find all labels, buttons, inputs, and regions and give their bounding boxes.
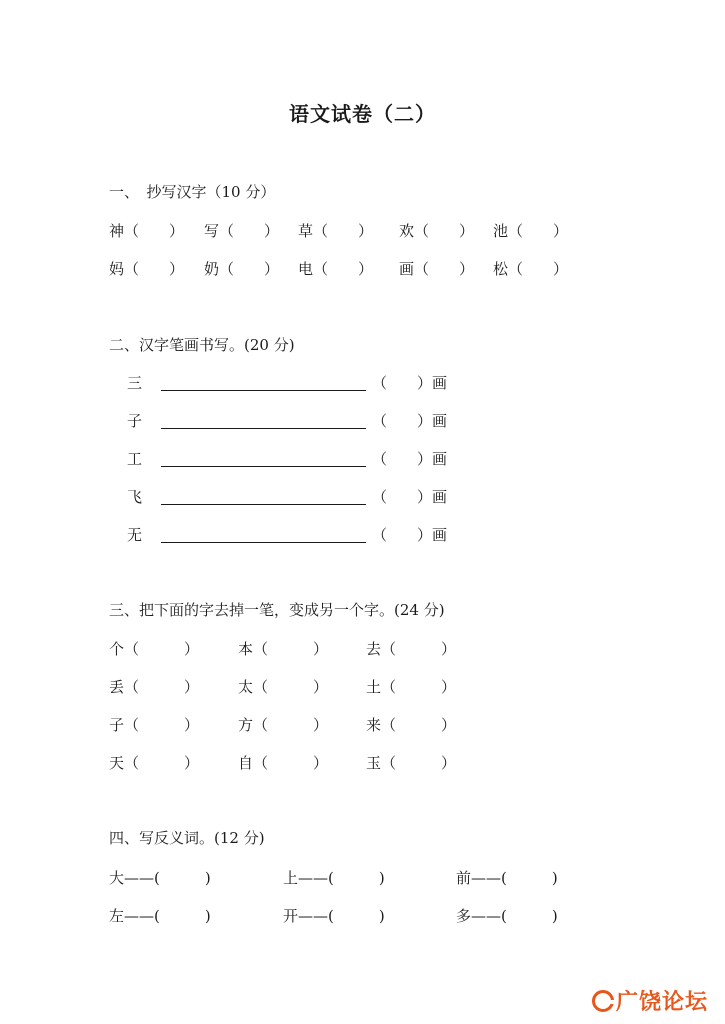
remove-stroke-item: 子（ ） [109,716,200,734]
answer-line [161,504,366,505]
watermark-text: 广饶论坛 [616,990,709,1015]
antonym-item: 前——( ) [456,869,558,887]
remove-stroke-item: 来（ ） [366,716,457,734]
stroke-count-blank: （ ）画 [372,488,448,506]
antonym-item: 上——( ) [283,869,385,887]
copy-item: 池（ ） [493,222,569,240]
stroke-char: 工 [127,450,143,468]
logo-g-icon [592,990,614,1012]
section-1-heading: 一、 抄写汉字（10 分） [109,183,276,201]
stroke-count-blank: （ ）画 [372,374,448,392]
stroke-count-blank: （ ）画 [372,526,448,544]
watermark-logo [592,985,708,1016]
page-title: 语文试卷（二） [289,102,436,126]
answer-line [161,390,366,391]
antonym-item: 大——( ) [109,869,211,887]
stroke-count-blank: （ ）画 [372,412,448,430]
stroke-char: 子 [127,412,143,430]
copy-item: 神（ ） [109,222,185,240]
stroke-char: 三 [127,374,143,392]
antonym-item: 左——( ) [109,907,211,925]
section-4-heading: 四、写反义词。(12 分) [109,829,265,847]
copy-item: 画（ ） [399,260,475,278]
remove-stroke-item: 太（ ） [238,678,329,696]
remove-stroke-item: 土（ ） [366,678,457,696]
copy-item: 奶（ ） [204,260,280,278]
copy-item: 草（ ） [298,222,374,240]
copy-item: 松（ ） [493,260,569,278]
answer-line [161,466,366,467]
remove-stroke-item: 方（ ） [238,716,329,734]
copy-item: 妈（ ） [109,260,185,278]
stroke-char: 无 [127,526,143,544]
remove-stroke-item: 天（ ） [109,754,200,772]
stroke-char: 飞 [127,488,143,506]
remove-stroke-item: 个（ ） [109,640,200,658]
answer-line [161,542,366,543]
remove-stroke-item: 丢（ ） [109,678,200,696]
remove-stroke-item: 本（ ） [238,640,329,658]
remove-stroke-item: 玉（ ） [366,754,457,772]
remove-stroke-item: 自（ ） [238,754,329,772]
remove-stroke-item: 去（ ） [366,640,457,658]
copy-item: 电（ ） [298,260,374,278]
antonym-item: 开——( ) [283,907,385,925]
antonym-item: 多——( ) [456,907,558,925]
copy-item: 写（ ） [204,222,280,240]
section-3-heading: 三、把下面的字去掉一笔，变成另一个字。(24 分) [109,601,445,619]
stroke-count-blank: （ ）画 [372,450,448,468]
section-2-heading: 二、汉字笔画书写。(20 分) [109,336,295,354]
copy-item: 欢（ ） [399,222,475,240]
answer-line [161,428,366,429]
